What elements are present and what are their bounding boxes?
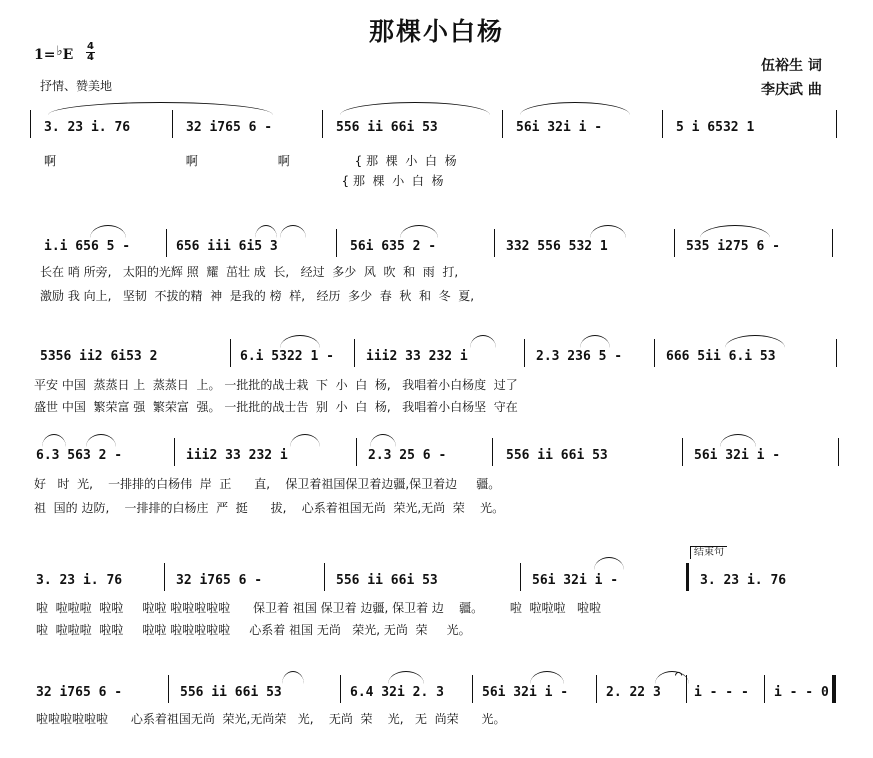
measure: 2. 22 3	[606, 685, 661, 700]
notes-row	[0, 118, 873, 138]
measure: 6.4 32i 2. 3	[350, 685, 444, 700]
measure: 3. 23 i. 76	[700, 573, 787, 588]
measure: iii2 33 232 i	[186, 448, 288, 463]
measure: 32 i765 6 -	[36, 685, 123, 700]
measure: 3. 23 i. 76	[44, 120, 131, 135]
measure: 556 ii 66i 53	[180, 685, 282, 700]
measure: 656 iii 6i5 3	[176, 239, 278, 254]
measure: 666 5ii 6.i 53	[666, 349, 776, 364]
flat-icon: ♭	[56, 44, 63, 59]
lyrics-line-1: 啊 啊 啊 { 那 棵 小 白 杨	[44, 154, 457, 168]
measure: 2.3 25 6 -	[368, 448, 447, 463]
notes-row	[0, 571, 873, 591]
measure: 556 ii 66i 53	[336, 573, 438, 588]
lyrics-line-2: 激励 我 向上, 坚韧 不拔的精 神 是我的 榜 样, 经历 多少 春 秋 和 冬 夏,	[40, 289, 475, 303]
key-prefix: 1=	[34, 47, 56, 63]
notes-row	[0, 667, 873, 703]
fermata-icon: ⌒	[675, 667, 683, 681]
measure: i - - 0	[774, 685, 829, 700]
measure: 56i 32i i -	[694, 448, 781, 463]
measure: 56i 32i i -	[516, 120, 603, 135]
measure: 2.3 236 5 -	[536, 349, 623, 364]
measure: 3. 23 i. 76	[36, 573, 123, 588]
lyrics-line-1: 啦 啦啦啦 啦啦 啦啦 啦啦啦啦啦 保卫着 祖国 保卫着 边疆, 保卫着 边 疆。 啦 啦啦啦 啦啦	[36, 601, 601, 615]
measure: 556 ii 66i 53	[336, 120, 438, 135]
lyrics-line-1: 好 时 光, 一排排的白杨伟 岸 正 直, 保卫着祖国保卫着边疆,保卫着边 疆。	[34, 477, 501, 491]
measure: 56i 32i i -	[532, 573, 619, 588]
lyrics-line-1: 长在 哨 所旁, 太阳的光辉 照 耀 茁壮 成 长, 经过 多少 风 吹 和 雨 打,	[40, 265, 459, 279]
measure: 56i 635 2 -	[350, 239, 437, 254]
measure: 6.3 563 2 -	[36, 448, 123, 463]
measure: 32 i765 6 -	[186, 120, 273, 135]
lyrics-line-1: 平安 中国 蒸蒸日 上 蒸蒸日 上。 一批批的战士栽 下 小 白 杨, 我唱着小白杨度 过了	[34, 378, 518, 392]
lyrics-line-2: 啦 啦啦啦 啦啦 啦啦 啦啦啦啦啦 心系着 祖国 无尚 荣光, 无尚 荣 光。	[36, 623, 471, 637]
measure: 5 i 6532 1	[676, 120, 755, 135]
lyricist-credit: 伍裕生 词	[761, 58, 822, 74]
measure: 56i 32i i -	[482, 685, 569, 700]
lyrics-line-1: 啦啦啦啦啦啦 心系着祖国无尚 荣光,无尚荣 光, 无尚 荣 光, 无 尚荣 光。	[36, 712, 506, 726]
measure: i.i 656 5 -	[44, 239, 131, 254]
ending-section-tag: 结束句	[690, 546, 727, 559]
time-signature	[86, 42, 95, 63]
song-title: 那棵小白杨	[368, 17, 504, 46]
meter-top: 4	[87, 41, 94, 52]
measure: 332 556 532 1	[506, 239, 608, 254]
key-signature	[34, 44, 73, 63]
notes-row	[0, 446, 873, 466]
measure: 556 ii 66i 53	[506, 448, 608, 463]
measure: 5356 ii2 6i53 2	[40, 349, 158, 364]
notes-row	[0, 237, 873, 257]
notes-row	[0, 347, 873, 367]
meter-bottom: 4	[87, 52, 94, 63]
lyrics-line-2: 祖 国的 边防, 一排排的白杨庄 严 挺 拔, 心系着祖国无尚 荣光,无尚 荣 光。	[34, 501, 505, 515]
measure: 6.i 5322 1 -	[240, 349, 334, 364]
measure: i - - -	[694, 685, 749, 700]
tempo-marking: 抒情、赞美地	[40, 79, 113, 93]
lyrics-line-2: 盛世 中国 繁荣富 强 繁荣富 强。 一批批的战士告 别 小 白 杨, 我唱着小白杨坚 守在	[34, 400, 518, 414]
credits	[761, 54, 822, 102]
measure: iii2 33 232 i	[366, 349, 468, 364]
key-note: E	[62, 47, 74, 63]
lyrics-line-2: { 那 棵 小 白 杨	[44, 174, 444, 188]
measure: 32 i765 6 -	[176, 573, 263, 588]
composer-credit: 李庆武 曲	[761, 82, 822, 98]
measure: 535 i275 6 -	[686, 239, 780, 254]
